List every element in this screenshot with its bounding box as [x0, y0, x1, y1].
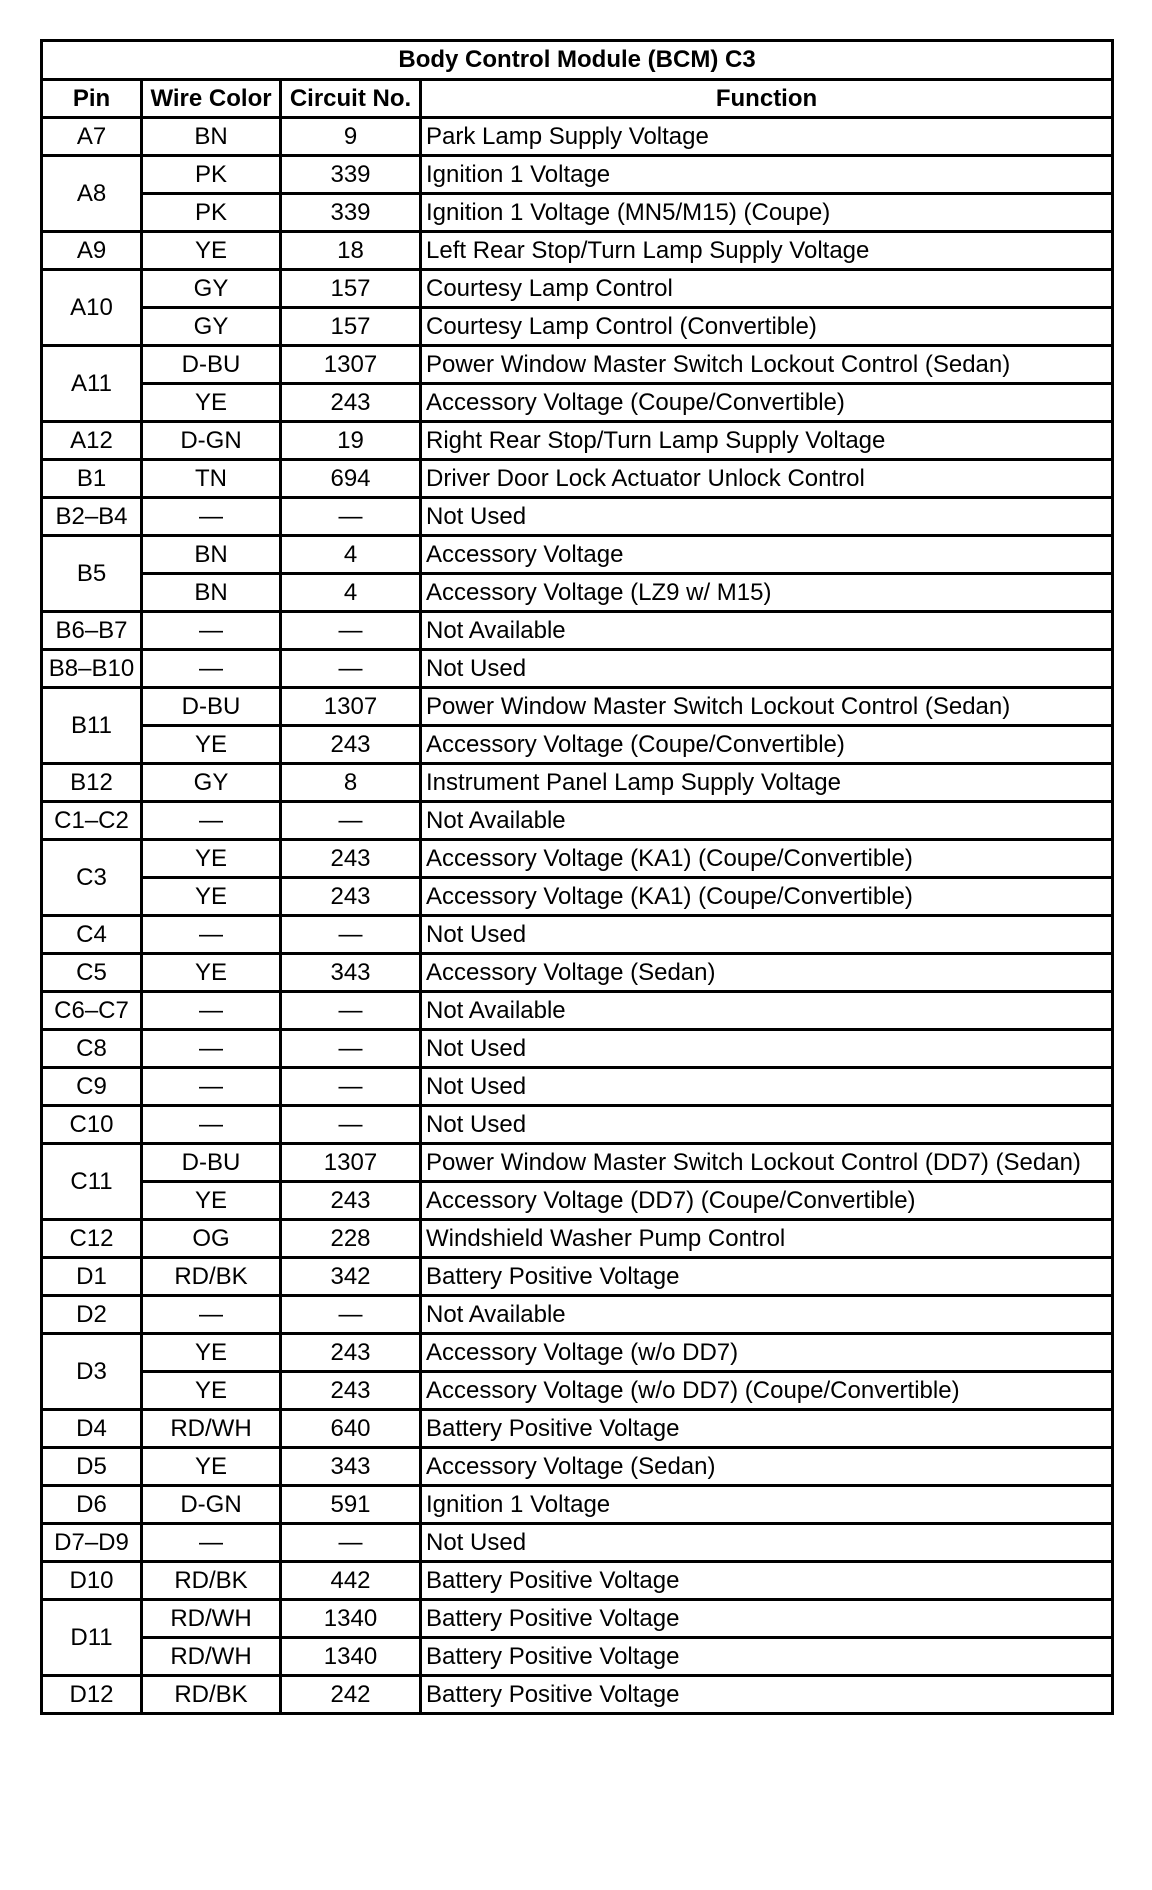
pin-cell: C5 [42, 954, 142, 992]
pin-cell: C11 [42, 1144, 142, 1220]
function-cell: Accessory Voltage (Sedan) [421, 1448, 1113, 1486]
circuit-no-cell: 339 [281, 194, 421, 232]
circuit-no-cell: 228 [281, 1220, 421, 1258]
pin-cell: A11 [42, 346, 142, 422]
pin-cell: D10 [42, 1562, 142, 1600]
function-cell: Not Used [421, 916, 1113, 954]
wire-color-cell: GY [142, 764, 281, 802]
header-function: Function [421, 80, 1113, 118]
table-row [42, 1068, 1113, 1106]
table-row [42, 270, 1113, 308]
circuit-no-cell: 343 [281, 1448, 421, 1486]
wire-color-cell: RD/WH [142, 1410, 281, 1448]
pin-cell: A8 [42, 156, 142, 232]
circuit-no-cell: 339 [281, 156, 421, 194]
circuit-no-cell: 640 [281, 1410, 421, 1448]
wire-color-cell: — [142, 992, 281, 1030]
pin-cell: B1 [42, 460, 142, 498]
wire-color-cell: — [142, 1524, 281, 1562]
circuit-no-cell: — [281, 1296, 421, 1334]
pin-cell: A10 [42, 270, 142, 346]
function-cell: Not Used [421, 1030, 1113, 1068]
wire-color-cell: RD/BK [142, 1258, 281, 1296]
circuit-no-cell: 4 [281, 574, 421, 612]
circuit-no-cell: 1340 [281, 1638, 421, 1676]
pin-cell: D3 [42, 1334, 142, 1410]
pin-cell: D6 [42, 1486, 142, 1524]
pin-cell: D11 [42, 1600, 142, 1676]
table-row [42, 232, 1113, 270]
pin-cell: C1–C2 [42, 802, 142, 840]
circuit-no-cell: 243 [281, 1372, 421, 1410]
circuit-no-cell: 243 [281, 840, 421, 878]
table-row [42, 1638, 1113, 1676]
circuit-no-cell: 19 [281, 422, 421, 460]
table-row [42, 1258, 1113, 1296]
table-row [42, 992, 1113, 1030]
function-cell: Battery Positive Voltage [421, 1676, 1113, 1714]
wire-color-cell: D-BU [142, 1144, 281, 1182]
header-circuit-no: Circuit No. [281, 80, 421, 118]
circuit-no-cell: 157 [281, 308, 421, 346]
wire-color-cell: BN [142, 118, 281, 156]
wire-color-cell: GY [142, 308, 281, 346]
function-cell: Park Lamp Supply Voltage [421, 118, 1113, 156]
table-row [42, 1334, 1113, 1372]
circuit-no-cell: — [281, 650, 421, 688]
function-cell: Windshield Washer Pump Control [421, 1220, 1113, 1258]
circuit-no-cell: — [281, 802, 421, 840]
table-row [42, 650, 1113, 688]
pin-cell: C8 [42, 1030, 142, 1068]
pin-cell: C10 [42, 1106, 142, 1144]
circuit-no-cell: 1307 [281, 1144, 421, 1182]
function-cell: Not Available [421, 992, 1113, 1030]
circuit-no-cell: 8 [281, 764, 421, 802]
table-row [42, 308, 1113, 346]
wire-color-cell: — [142, 1030, 281, 1068]
pin-cell: D5 [42, 1448, 142, 1486]
circuit-no-cell: 243 [281, 878, 421, 916]
function-cell: Accessory Voltage (w/o DD7) (Coupe/Convertible) [421, 1372, 1113, 1410]
wire-color-cell: YE [142, 1334, 281, 1372]
pin-cell: A12 [42, 422, 142, 460]
function-cell: Accessory Voltage (DD7) (Coupe/Convertible) [421, 1182, 1113, 1220]
table-row [42, 954, 1113, 992]
pin-cell: A7 [42, 118, 142, 156]
header-row [42, 80, 1113, 118]
table-row [42, 1144, 1113, 1182]
circuit-no-cell: 242 [281, 1676, 421, 1714]
circuit-no-cell: 1307 [281, 346, 421, 384]
pin-cell: C3 [42, 840, 142, 916]
function-cell: Power Window Master Switch Lockout Control (Sedan) [421, 346, 1113, 384]
table-row [42, 1676, 1113, 1714]
function-cell: Accessory Voltage (Sedan) [421, 954, 1113, 992]
function-cell: Instrument Panel Lamp Supply Voltage [421, 764, 1113, 802]
table-row [42, 802, 1113, 840]
wire-color-cell: — [142, 1068, 281, 1106]
function-cell: Accessory Voltage (Coupe/Convertible) [421, 384, 1113, 422]
table-row [42, 840, 1113, 878]
wire-color-cell: D-BU [142, 346, 281, 384]
function-cell: Accessory Voltage (LZ9 w/ M15) [421, 574, 1113, 612]
pin-cell: B12 [42, 764, 142, 802]
circuit-no-cell: 4 [281, 536, 421, 574]
table-row [42, 764, 1113, 802]
pin-cell: C6–C7 [42, 992, 142, 1030]
wire-color-cell: YE [142, 232, 281, 270]
table-title: Body Control Module (BCM) C3 [42, 41, 1113, 80]
function-cell: Not Available [421, 1296, 1113, 1334]
table-row [42, 118, 1113, 156]
table-row [42, 422, 1113, 460]
circuit-no-cell: 591 [281, 1486, 421, 1524]
table-row [42, 1030, 1113, 1068]
wire-color-cell: D-GN [142, 422, 281, 460]
table-row [42, 612, 1113, 650]
pin-cell: B11 [42, 688, 142, 764]
pin-cell: C12 [42, 1220, 142, 1258]
wire-color-cell: BN [142, 536, 281, 574]
wire-color-cell: — [142, 916, 281, 954]
function-cell: Not Available [421, 802, 1113, 840]
table-row [42, 574, 1113, 612]
pin-cell: B2–B4 [42, 498, 142, 536]
circuit-no-cell: 243 [281, 1182, 421, 1220]
table-row [42, 1410, 1113, 1448]
function-cell: Not Used [421, 1106, 1113, 1144]
function-cell: Battery Positive Voltage [421, 1638, 1113, 1676]
circuit-no-cell: — [281, 1524, 421, 1562]
function-cell: Accessory Voltage [421, 536, 1113, 574]
table-row [42, 460, 1113, 498]
table-row [42, 1448, 1113, 1486]
circuit-no-cell: 1340 [281, 1600, 421, 1638]
pin-cell: D7–D9 [42, 1524, 142, 1562]
wire-color-cell: YE [142, 878, 281, 916]
wire-color-cell: YE [142, 1182, 281, 1220]
wire-color-cell: YE [142, 840, 281, 878]
pin-cell: D4 [42, 1410, 142, 1448]
wire-color-cell: TN [142, 460, 281, 498]
wire-color-cell: — [142, 612, 281, 650]
function-cell: Ignition 1 Voltage [421, 156, 1113, 194]
function-cell: Not Available [421, 612, 1113, 650]
function-cell: Battery Positive Voltage [421, 1562, 1113, 1600]
wire-color-cell: D-BU [142, 688, 281, 726]
wire-color-cell: RD/WH [142, 1638, 281, 1676]
table-row [42, 1296, 1113, 1334]
wire-color-cell: D-GN [142, 1486, 281, 1524]
circuit-no-cell: — [281, 612, 421, 650]
function-cell: Accessory Voltage (w/o DD7) [421, 1334, 1113, 1372]
pin-cell: C9 [42, 1068, 142, 1106]
circuit-no-cell: — [281, 1106, 421, 1144]
pin-cell: C4 [42, 916, 142, 954]
function-cell: Power Window Master Switch Lockout Control (Sedan) [421, 688, 1113, 726]
wire-color-cell: — [142, 650, 281, 688]
bcm-connector-table [40, 39, 1114, 1715]
circuit-no-cell: 243 [281, 1334, 421, 1372]
function-cell: Not Used [421, 650, 1113, 688]
wire-color-cell: RD/BK [142, 1676, 281, 1714]
table-row [42, 688, 1113, 726]
wire-color-cell: — [142, 802, 281, 840]
wire-color-cell: GY [142, 270, 281, 308]
circuit-no-cell: 442 [281, 1562, 421, 1600]
function-cell: Driver Door Lock Actuator Unlock Control [421, 460, 1113, 498]
title-row [42, 41, 1113, 80]
wire-color-cell: BN [142, 574, 281, 612]
table-row [42, 384, 1113, 422]
pin-cell: B6–B7 [42, 612, 142, 650]
wire-color-cell: YE [142, 954, 281, 992]
pin-cell: D12 [42, 1676, 142, 1714]
function-cell: Not Used [421, 1524, 1113, 1562]
table-row [42, 878, 1113, 916]
circuit-no-cell: 9 [281, 118, 421, 156]
circuit-no-cell: — [281, 992, 421, 1030]
table-body [42, 118, 1113, 1714]
header-pin: Pin [42, 80, 142, 118]
pin-cell: D2 [42, 1296, 142, 1334]
wire-color-cell: — [142, 498, 281, 536]
table-row [42, 1182, 1113, 1220]
wire-color-cell: — [142, 1106, 281, 1144]
circuit-no-cell: 243 [281, 726, 421, 764]
function-cell: Not Used [421, 498, 1113, 536]
circuit-no-cell: 157 [281, 270, 421, 308]
function-cell: Battery Positive Voltage [421, 1258, 1113, 1296]
circuit-no-cell: 18 [281, 232, 421, 270]
function-cell: Accessory Voltage (KA1) (Coupe/Convertible) [421, 878, 1113, 916]
function-cell: Accessory Voltage (KA1) (Coupe/Convertible) [421, 840, 1113, 878]
wire-color-cell: RD/BK [142, 1562, 281, 1600]
function-cell: Courtesy Lamp Control (Convertible) [421, 308, 1113, 346]
wire-color-cell: OG [142, 1220, 281, 1258]
table-row [42, 194, 1113, 232]
wire-color-cell: RD/WH [142, 1600, 281, 1638]
function-cell: Battery Positive Voltage [421, 1410, 1113, 1448]
circuit-no-cell: 243 [281, 384, 421, 422]
circuit-no-cell: 342 [281, 1258, 421, 1296]
circuit-no-cell: 1307 [281, 688, 421, 726]
pin-cell: A9 [42, 232, 142, 270]
table-row [42, 498, 1113, 536]
table-row [42, 1372, 1113, 1410]
function-cell: Power Window Master Switch Lockout Control (DD7) (Sedan) [421, 1144, 1113, 1182]
table-row [42, 916, 1113, 954]
circuit-no-cell: — [281, 498, 421, 536]
wire-color-cell: YE [142, 1372, 281, 1410]
function-cell: Courtesy Lamp Control [421, 270, 1113, 308]
wire-color-cell: YE [142, 726, 281, 764]
table-row [42, 1486, 1113, 1524]
function-cell: Ignition 1 Voltage [421, 1486, 1113, 1524]
table-row [42, 1600, 1113, 1638]
wire-color-cell: PK [142, 156, 281, 194]
function-cell: Ignition 1 Voltage (MN5/M15) (Coupe) [421, 194, 1113, 232]
table-row [42, 536, 1113, 574]
function-cell: Battery Positive Voltage [421, 1600, 1113, 1638]
wire-color-cell: PK [142, 194, 281, 232]
function-cell: Left Rear Stop/Turn Lamp Supply Voltage [421, 232, 1113, 270]
wire-color-cell: YE [142, 384, 281, 422]
table-row [42, 1524, 1113, 1562]
pin-cell: B8–B10 [42, 650, 142, 688]
header-wire-color: Wire Color [142, 80, 281, 118]
table-row [42, 156, 1113, 194]
function-cell: Not Used [421, 1068, 1113, 1106]
pin-cell: D1 [42, 1258, 142, 1296]
function-cell: Accessory Voltage (Coupe/Convertible) [421, 726, 1113, 764]
function-cell: Right Rear Stop/Turn Lamp Supply Voltage [421, 422, 1113, 460]
table-row [42, 726, 1113, 764]
circuit-no-cell: — [281, 916, 421, 954]
table-row [42, 1220, 1113, 1258]
circuit-no-cell: 694 [281, 460, 421, 498]
circuit-no-cell: 343 [281, 954, 421, 992]
pin-cell: B5 [42, 536, 142, 612]
wire-color-cell: — [142, 1296, 281, 1334]
wire-color-cell: YE [142, 1448, 281, 1486]
table-row [42, 346, 1113, 384]
circuit-no-cell: — [281, 1030, 421, 1068]
table-row [42, 1106, 1113, 1144]
circuit-no-cell: — [281, 1068, 421, 1106]
table-row [42, 1562, 1113, 1600]
